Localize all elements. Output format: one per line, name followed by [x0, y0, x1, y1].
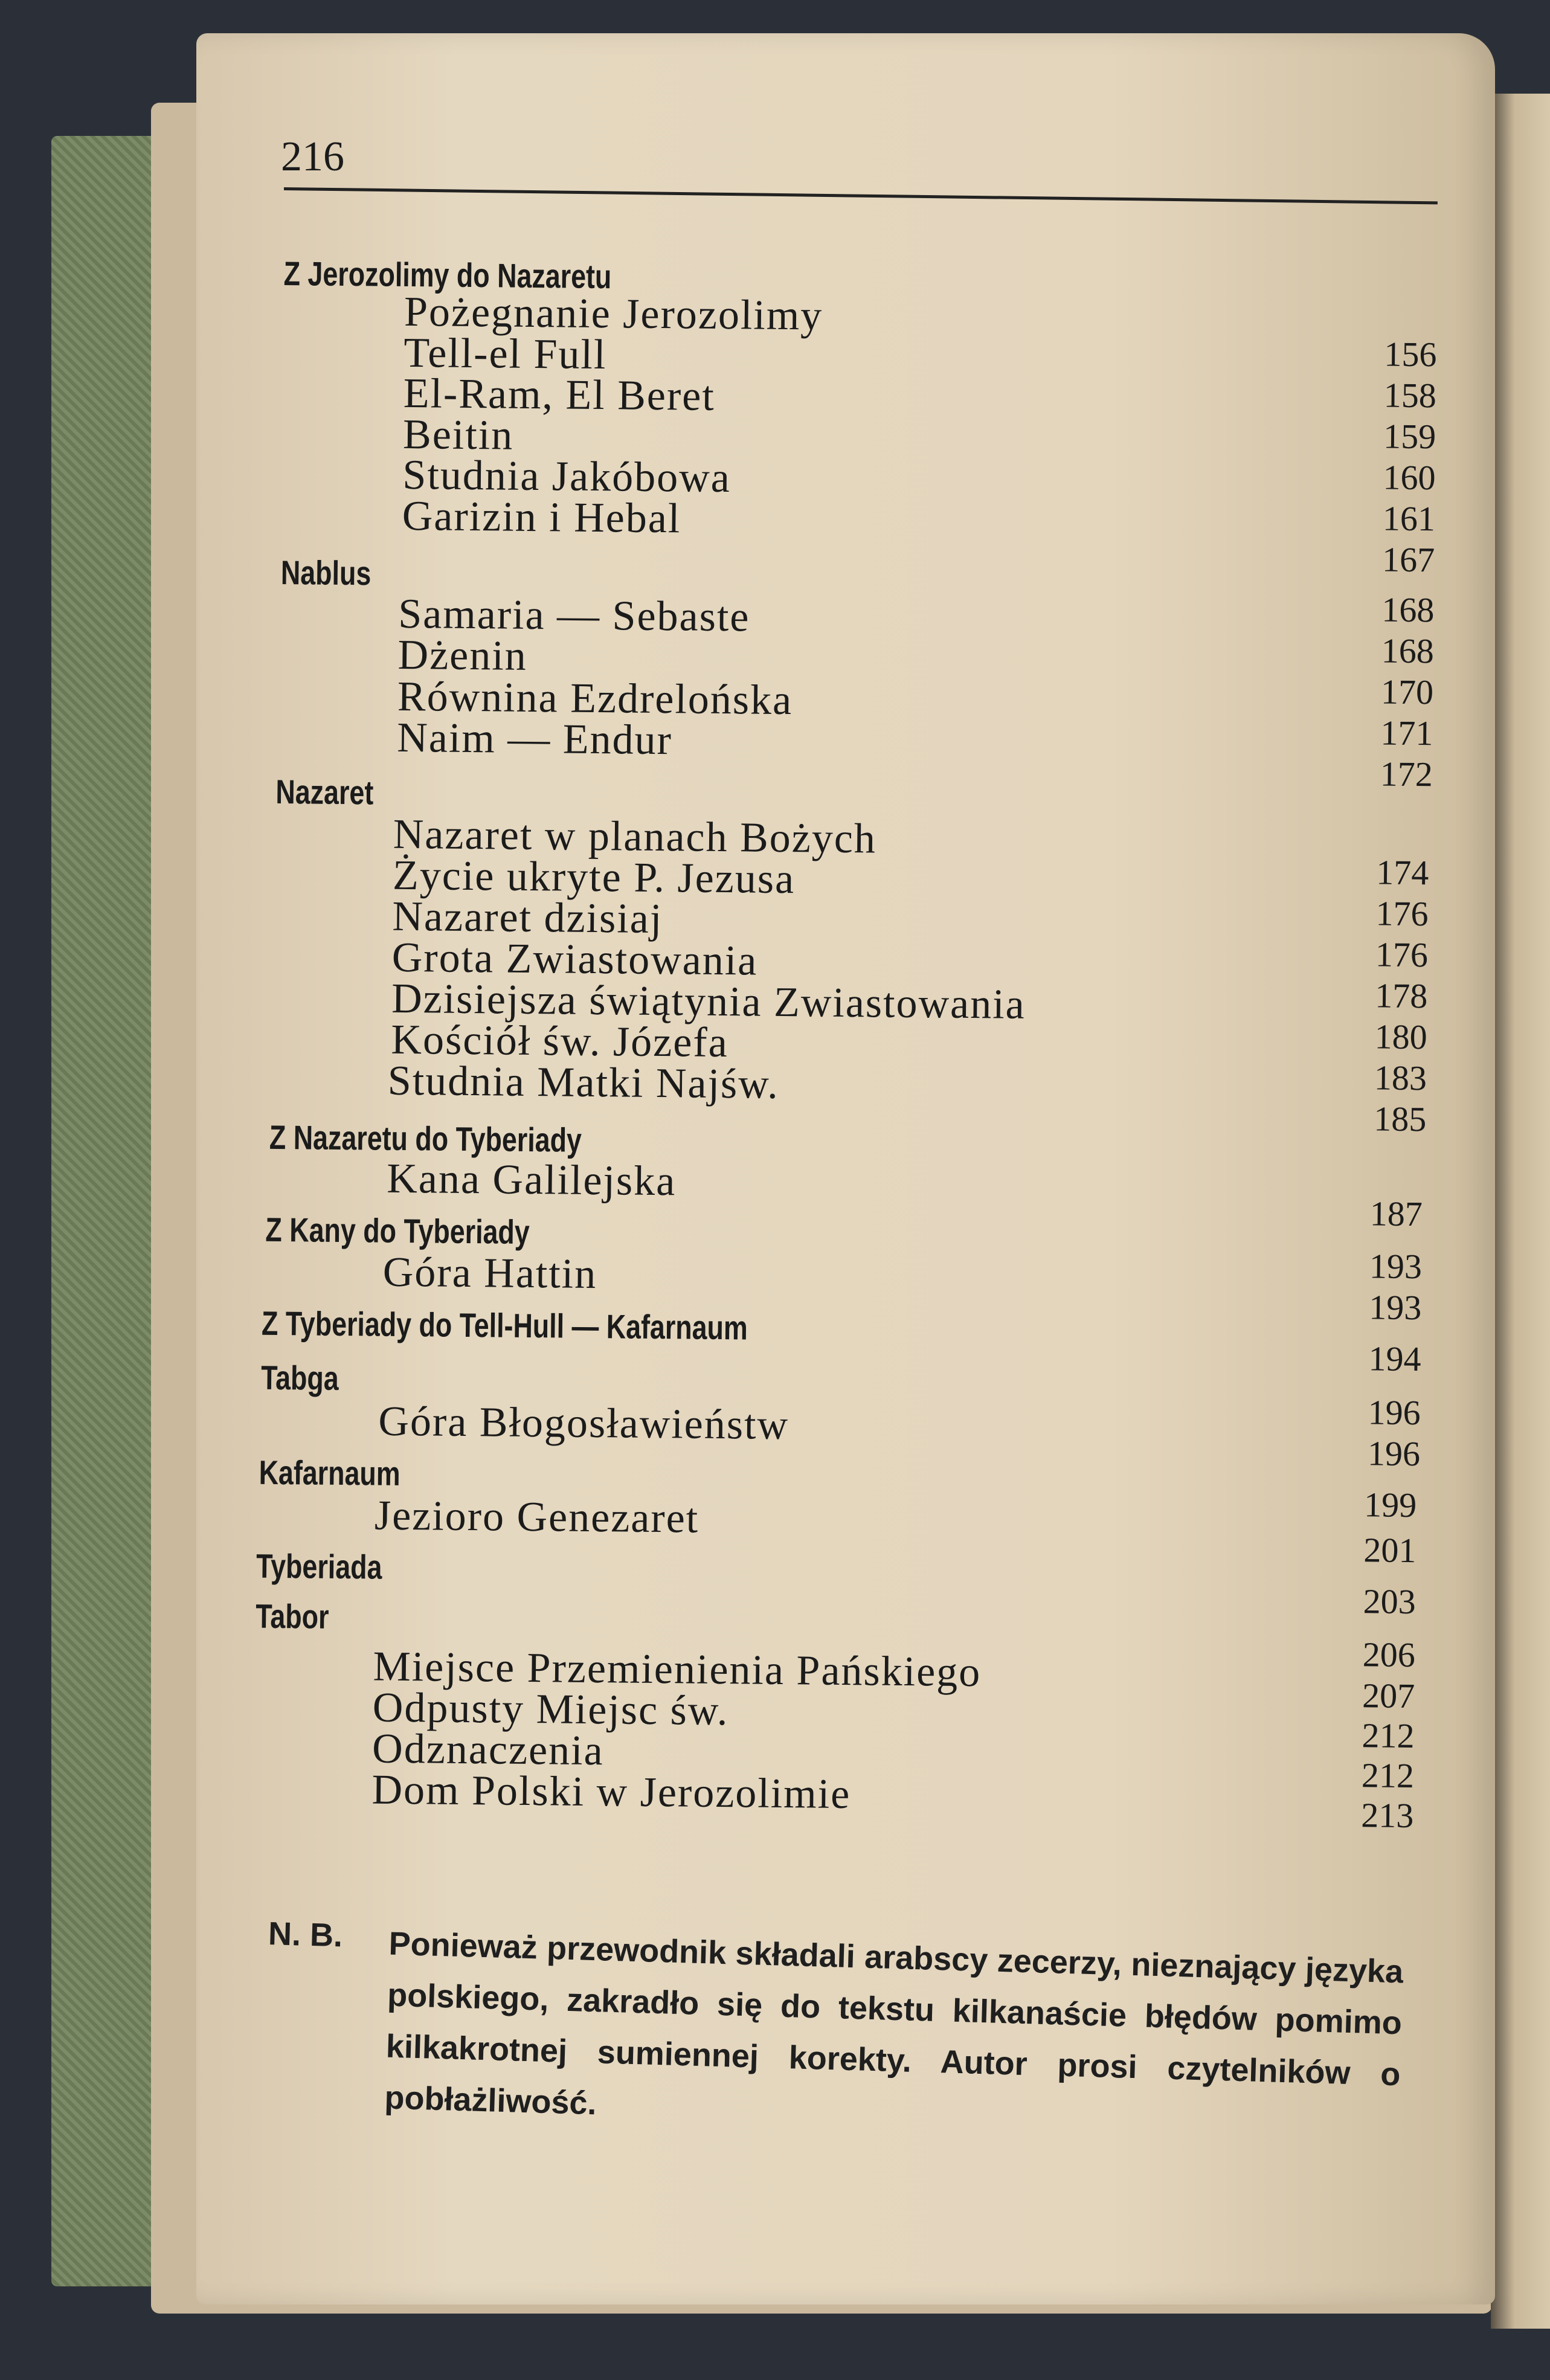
- toc-entry: Dżenin: [397, 631, 528, 680]
- toc-entry: Góra Błogosławieństw: [378, 1398, 789, 1449]
- toc-page-number: 176: [1375, 934, 1429, 975]
- toc-page-number: 212: [1361, 1755, 1415, 1796]
- toc-page-number: 168: [1381, 590, 1435, 630]
- toc-section: Z Kany do Tyberiady: [265, 1210, 530, 1251]
- toc-page-number: 172: [1380, 754, 1433, 794]
- toc-section: Z Tyberiady do Tell-Hull — Kafarnaum: [261, 1304, 748, 1347]
- toc-entry: Miejsce Przemienienia Pańskiego: [373, 1643, 982, 1696]
- toc-entry: Życie ukryte P. Jezusa: [392, 852, 796, 903]
- toc-entry: Góra Hattin: [382, 1249, 597, 1298]
- toc-section: Tyberiada: [256, 1546, 382, 1586]
- toc-entry: Jezioro Genezaret: [374, 1492, 699, 1542]
- toc-page-number: 201: [1363, 1530, 1417, 1571]
- toc-entry: Nazaret dzisiaj: [392, 893, 663, 943]
- toc-page-number: 194: [1368, 1339, 1421, 1379]
- toc-page-number: 178: [1374, 976, 1428, 1016]
- toc-entry: Kościół św. Józefa: [391, 1016, 729, 1067]
- toc-page-number: 203: [1363, 1581, 1416, 1622]
- toc-section: Tabga: [260, 1358, 339, 1397]
- toc-page-number: 185: [1374, 1099, 1427, 1139]
- toc-page-number: 160: [1383, 457, 1436, 498]
- toc-page-number: 176: [1375, 893, 1429, 934]
- toc-entry: Równina Ezdrelońska: [397, 673, 793, 724]
- toc-entry: Naim — Endur: [396, 714, 673, 764]
- toc-page-number: 174: [1375, 852, 1429, 893]
- toc-section: Z Jerozolimy do Nazaretu: [283, 254, 612, 296]
- toc-entry: Tell-el Full: [404, 329, 607, 379]
- toc-page-number: 193: [1369, 1246, 1423, 1287]
- note-label: N. B.: [268, 1915, 343, 1954]
- toc-page-number: 213: [1360, 1795, 1414, 1836]
- toc-section: Tabor: [256, 1597, 329, 1636]
- toc-page-number: 183: [1374, 1058, 1427, 1098]
- toc-page-number: 193: [1369, 1287, 1422, 1328]
- toc-section: Nazaret: [275, 772, 374, 812]
- toc-entry: Nazaret w planach Bożych: [393, 811, 877, 863]
- toc-page-number: 159: [1383, 416, 1436, 457]
- toc-page-number: 167: [1381, 539, 1435, 580]
- toc-section: Kafarnaum: [259, 1453, 400, 1493]
- toc-entry: Kana Galilejska: [386, 1155, 677, 1205]
- page-number: 216: [281, 133, 344, 180]
- toc-entry: Odpusty Miejsc św.: [372, 1684, 729, 1735]
- toc-entry: Samaria — Sebaste: [397, 590, 750, 641]
- toc-page-number: 161: [1382, 498, 1436, 539]
- toc-page-number: 170: [1380, 672, 1434, 712]
- toc-page-number: 196: [1367, 1433, 1421, 1474]
- toc-page-number: 158: [1383, 375, 1437, 416]
- toc-section: Nablus: [280, 553, 371, 593]
- toc-page-number: 168: [1381, 631, 1435, 671]
- toc-entry: Dom Polski w Jerozolimie: [371, 1766, 851, 1818]
- toc-entry: Dzisiejsza świątynia Zwiastowania: [391, 975, 1026, 1028]
- toc-page-number: 207: [1362, 1676, 1415, 1716]
- toc-page-number: 212: [1362, 1716, 1415, 1756]
- toc-page-number: 156: [1384, 334, 1437, 375]
- toc-page-number: 180: [1374, 1017, 1427, 1057]
- toc-entry: Pożegnanie Jerozolimy: [404, 288, 823, 339]
- toc-page-number: 199: [1363, 1485, 1417, 1525]
- toc-entry: El-Ram, El Beret: [403, 370, 716, 420]
- toc-entry: Beitin: [402, 411, 514, 459]
- toc-entry: Grota Zwiastowania: [391, 934, 758, 985]
- toc-page-number: 187: [1369, 1194, 1423, 1234]
- toc-entry: Studnia Matki Najśw.: [387, 1057, 780, 1108]
- toc-entry: Garizin i Hebal: [402, 492, 681, 542]
- toc-page-number: 196: [1368, 1392, 1421, 1433]
- toc-section: Z Nazaretu do Tyberiady: [269, 1118, 582, 1159]
- toc-entry: Odznaczenia: [371, 1725, 605, 1775]
- note-text: Ponieważ przewodnik składali arabscy zecerzy, nieznający języka polskiego, zakradło się do tekstu kilkanaście błędów pomimo kilkakrotnej sumiennej korekty. Autor prosi czytelników o pobłażliwość.: [384, 1925, 1404, 2122]
- toc-page-number: 171: [1380, 713, 1433, 753]
- footnote: [262, 1915, 1416, 2201]
- toc-page-number: 206: [1362, 1635, 1416, 1675]
- toc-entry: Studnia Jakóbowa: [402, 451, 732, 502]
